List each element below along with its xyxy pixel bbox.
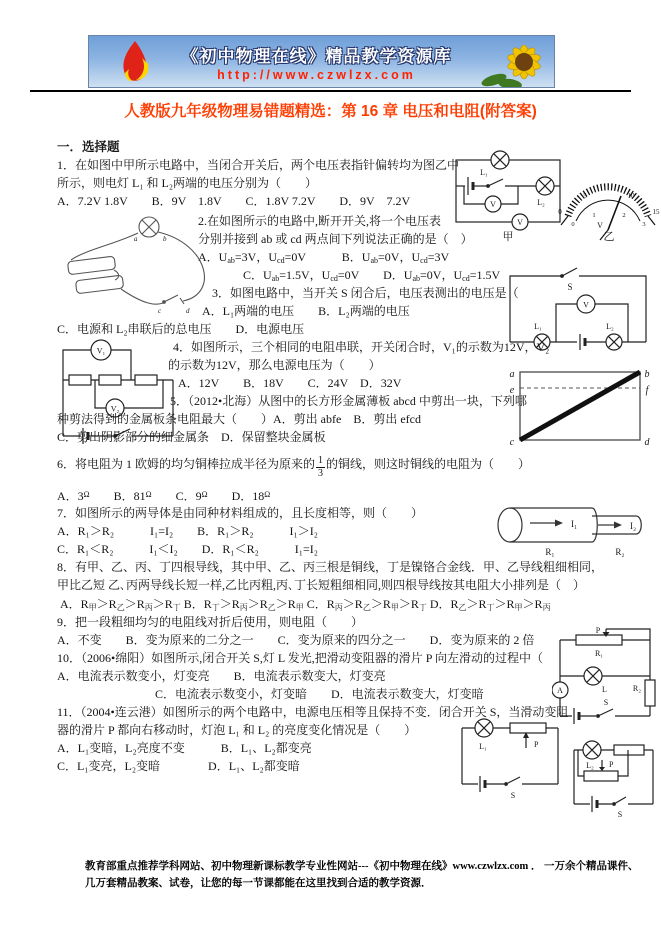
svg-text:b: b (163, 235, 167, 243)
banner-site-title: 《初中物理在线》精品教学资源库 (181, 46, 452, 66)
resistor-icon (99, 375, 121, 385)
svg-text:L₂: L₂ (586, 761, 594, 770)
q8-line2: 甲比乙短 乙､丙两导线长短一样,乙比丙粗,丙､丁长短粗细相同,则四根导线按其电阻大小排列是（ ） (57, 578, 586, 592)
q6-line1: 6．将电阻为 1 欧姆的均匀铜棒拉成半径为原来的 $\frac{1}{3}$ 的铜线，则这时铜线的电阻为（ ） (57, 455, 531, 479)
svg-text:15: 15 (652, 208, 660, 216)
footer-line2: 几万套精品教案、试卷，让您的每一节课都能在这里找到合适的教学资源． (85, 878, 432, 889)
svg-text:S: S (617, 810, 623, 819)
q9-line1: 9．把一段粗细均匀的电阻线对折后使用，则电阻（ ） (57, 615, 364, 629)
svg-text:V: V (490, 200, 496, 209)
resistor-icon (135, 375, 157, 385)
svg-text:c: c (509, 437, 515, 448)
q11-options-cd: C．L₁变亮，L₂变暗 D．L₁、L₂都变暗 (57, 759, 300, 773)
figure-q5-metal-sheet (494, 360, 661, 452)
q1-line1: 1．在如图中甲所示电路中，当闭合开关后，两个电压表指针偏转均为图乙中 (57, 158, 460, 172)
q10-options-cd: C．电流表示数变小，灯变暗 D．电流表示数变大，灯变暗 (155, 687, 484, 701)
q11-options-ab: A．L₁变暗，L₂亮度不变 B．L₁、L₂都变亮 (57, 741, 312, 755)
rheostat-icon (510, 723, 546, 733)
q11-line2: 器的滑片 P 都向右移动时，灯泡 L₁ 和 L₂ 的亮度变化情况是（ ） (57, 723, 417, 737)
svg-text:甲: 甲 (502, 231, 514, 242)
svg-text:10: 10 (627, 192, 635, 200)
q1-line2: 所示，则电灯 L₁ 和 L₂两端的电压分别为（ ） (57, 176, 318, 190)
battery-icon (67, 256, 115, 275)
q10-line1: 10．（2006•绵阳）如图所示,闭合开关 S,灯 L 发光,把滑动变阻器的滑片 P 向左滑动的过程中（ (57, 651, 543, 665)
switch-icon (561, 268, 577, 277)
svg-text:S: S (567, 282, 573, 292)
switch-icon (487, 179, 503, 187)
svg-text:R₁: R₁ (594, 649, 604, 658)
battery-icon (468, 177, 473, 195)
svg-text:P: P (534, 740, 539, 749)
switch-icon (505, 777, 520, 785)
q10-options-ab: A．电流表示数变小，灯变亮 B．电流表示数变大，灯变亮 (57, 669, 386, 683)
svg-text:a: a (134, 235, 138, 243)
svg-text:R₂: R₂ (615, 547, 625, 557)
q2-options-ab: A．$U_{ab}=3V$，$U_{cd}=0V$ B．$U_{ab}=0V$，$U_{cd}=3V$ (198, 250, 450, 265)
svg-text:0: 0 (558, 208, 562, 216)
svg-text:R₁: R₁ (545, 547, 555, 557)
rheostat-icon (576, 635, 622, 645)
q5-line2: 种剪法得到的金属板条电阻最大（ ）A．剪出 abfe B．剪出 efcd (57, 412, 421, 426)
banner-divider (30, 90, 631, 92)
svg-text:L₁: L₁ (479, 742, 487, 751)
banner-site-url: http://www.czwlzx.com (217, 67, 416, 82)
svg-text:L: L (602, 685, 607, 694)
q8-options: A．$R_甲>R_乙>R_丙>R_丁$ B．$R_丁>R_丙>R_乙>R_甲$ C．$R_丙>R_乙>R_甲>R_丁$ D．$R_乙>R_丁>R_甲>R_丙$ (60, 597, 551, 612)
bulb-icon (139, 217, 159, 237)
site-banner (88, 35, 555, 88)
figure-q7-conductors (486, 496, 661, 558)
svg-text:V: V (583, 300, 589, 310)
figure-q11-left-circuit (452, 712, 570, 802)
resistor-icon (614, 745, 644, 755)
section-heading: 一．选择题 (57, 140, 120, 154)
svg-text:S: S (603, 698, 609, 707)
q2-options-cd: C．$U_{ab}=1.5V$，$U_{cd}=0V$ D．$U_{ab}=0V$，$U_{cd}=1.5V$ (243, 268, 501, 283)
q7-options-cd: C．R₁＜R₂ I₁＜I₂ D．R₁＜R₂ I₁=I₂ (57, 542, 318, 556)
bulb-icon (606, 334, 622, 350)
q9-options: A．不变 B．变为原来的二分之一 C．变为原来的四分之一 D．变为原来的 2 倍 (57, 633, 535, 647)
resistor-icon (645, 680, 655, 706)
resistor-icon (69, 375, 91, 385)
svg-text:L₁: L₁ (480, 168, 488, 177)
bulb-icon (583, 741, 601, 759)
svg-text:d: d (644, 437, 650, 448)
q5-options-cd: C．剪出阴影部分的细金属条 D．保留整块金属板 (57, 430, 326, 444)
page-title: 人教版九年级物理易错题精选：第 16 章 电压和电阻(附答案) (124, 103, 537, 120)
svg-text:0: 0 (571, 221, 575, 228)
svg-text:3: 3 (642, 221, 646, 228)
q7-line1: 7．如图所示的两导体是由同种材料组成的，且长度相等，则（ ） (57, 506, 424, 520)
q6-options: A．$3^\Omega$ B．$81^\Omega$ C．$9^\Omega$ D．$18^\Omega$ (57, 489, 271, 503)
svg-text:乙: 乙 (603, 231, 615, 242)
svg-text:f: f (645, 385, 649, 396)
sunflower-image (478, 36, 552, 88)
svg-text:e: e (509, 385, 515, 396)
thick-conductor (498, 508, 597, 542)
svg-text:V₁: V₁ (96, 346, 106, 356)
q2-line1: 2.在如图所示的电路中,断开开关,将一个电压表 (198, 214, 442, 228)
svg-text:P: P (595, 626, 601, 635)
q4-line1: 4．如图所示，三个相同的电阻串联，开关闭合时，V₁的示数为12V，V₂ (173, 340, 550, 354)
battery-icon (580, 334, 585, 350)
q3-line1: 3．如图电路中，当开关 S 闭合后，电压表测出的电压是（ (212, 286, 519, 300)
battery-icon (480, 776, 485, 792)
svg-text:A: A (557, 686, 563, 695)
q5-line1: 5．（2012•北海）从图中的长方形金属薄板 abcd 中剪出一块，下列哪 (170, 394, 527, 408)
svg-text:V: V (517, 218, 523, 227)
svg-text:R₂: R₂ (632, 684, 641, 693)
svg-text:c: c (158, 307, 162, 315)
q1-options: A．7.2V 1.8V B．9V 1.8V C．1.8V 7.2V D．9V 7.2V (57, 194, 411, 208)
site-logo-icon (115, 39, 155, 85)
q3-options-cd: C．电源和 L₂串联后的总电压 D．电源电压 (57, 322, 305, 336)
svg-text:2: 2 (622, 212, 626, 219)
battery-icon (574, 708, 579, 724)
bulb-icon (536, 177, 554, 195)
svg-text:5: 5 (583, 192, 587, 200)
svg-text:b: b (644, 369, 650, 380)
svg-text:S: S (510, 791, 516, 800)
svg-text:P: P (609, 760, 614, 769)
q4-options: A．12V B．18V C．24V D．32V (178, 376, 402, 390)
svg-text:L₂: L₂ (606, 322, 614, 331)
fraction-one-third: $\frac{1}{3}$ (318, 455, 324, 479)
q11-line1: 11．（2004•连云港）如图所示的两个电路中，电源电压相等且保持不变．闭合开关 S，当滑动变阻 (57, 705, 569, 719)
q2-line2: 分别并接到 ab 或 cd 两点间下列说法正确的是（ ） (198, 232, 473, 246)
svg-text:L₁: L₁ (534, 322, 542, 331)
svg-text:I₂: I₂ (630, 521, 637, 531)
switch-icon (163, 295, 184, 304)
figure-q11-right-circuit (566, 736, 661, 820)
svg-text:1: 1 (592, 212, 596, 219)
q4-line2: 的示数为12V，那么电源电压为（ ） (168, 358, 381, 372)
footer-line1: 教育部重点推荐学科网站、初中物理新课标教学专业性网站---《初中物理在线》www.czwlzx.com ． 一万余个精品课件、 (85, 861, 639, 872)
figure-q1-circuit-and-dial (448, 146, 660, 242)
battery-icon (592, 796, 597, 812)
q7-options-ab: A．R₁＞R₂ I₁=I₂ B．R₁＞R₂ I₁＞I₂ (57, 524, 318, 538)
svg-text:V: V (597, 221, 603, 230)
shaded-strip (520, 372, 640, 440)
switch-icon (613, 797, 626, 805)
bulb-icon (475, 719, 493, 737)
svg-text:L₂: L₂ (537, 198, 545, 207)
rheostat-icon (584, 771, 618, 781)
q3-options-ab: A．L₁两端的电压 B．L₂两端的电压 (202, 304, 410, 318)
svg-text:a: a (509, 369, 515, 380)
battery-icon (75, 275, 123, 294)
svg-text:d: d (186, 307, 190, 315)
switch-icon (597, 709, 613, 717)
bulb-icon (491, 151, 509, 169)
bulb-icon (584, 667, 602, 685)
q8-line1: 8．有甲、乙、丙、丁四根导线，其中甲、乙、丙三根是铜线，丁是镍铬合金线．甲、乙导线粗细相同， (57, 560, 604, 574)
svg-text:V₂: V₂ (110, 404, 120, 414)
svg-text:I₁: I₁ (571, 519, 578, 529)
